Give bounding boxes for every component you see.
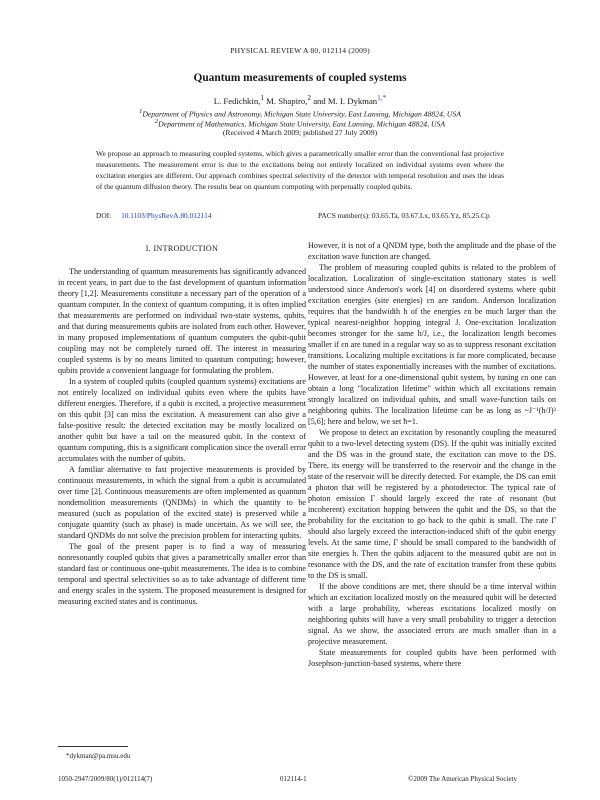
doi-label: DOI:	[96, 211, 112, 220]
paragraph: The problem of measuring coupled qubits is related to the problem of localization. Localization of single-excitation stationary states is well understood since Anderson's work [4] on disordered systems where qubit excitation energies (site energies) εn are random. Anderson localization requires that the bandwidth h of the energies εn be much larger than the typical nearest-neighbor hopping integral J. One-excitation localization becomes stronger for the same h/J, i.e., the localization length becomes smaller if εn are tuned in a regular way so as to suppress resonant excitation transitions. Localizing multiple excitations is far more complicated, because the number of states exponentially increases with the number of excitations. However, at least for a one-dimensional qubit system, by tuning εn one can obtain a long "localization lifetime" within which all excitations remain strongly localized on individual qubits, and small wave-function tails on neighboring qubits. The localization lifetime can be as long as ~J⁻¹(h/J)³ [5,6]; here and below, we set ħ=1.	[308, 263, 556, 426]
received-dates: (Received 4 March 2009; published 27 July 2009)	[222, 128, 378, 137]
footer-copyright: ©2009 The American Physical Society	[408, 775, 518, 783]
pacs-numbers: PACS number(s): 03.65.Ta, 03.67.Lx, 03.65.Yz, 85.25.Cp	[318, 211, 490, 220]
paragraph: However, it is not of a QNDM type, both the amplitude and the phase of the excitation wave function are changed.	[308, 241, 556, 261]
paragraph: A familiar alternative to fast projective measurements is provided by continuous measurements, in which the signal from a qubit is accumulated over time [2]. Continuous measurements are often implemented as quantum nondemolition measurements (QNDMs) in which the quantity to be measured (such as population of the excited state) is preserved while a conjugate quantity (such as phase) is made uncertain. As we will see, the standard QNDMs do not solve the precision problem for interacting qubits.	[58, 465, 306, 540]
author-affiliation-mark: 1	[260, 94, 264, 102]
paper-title: Quantum measurements of coupled systems	[193, 72, 407, 84]
affiliation-number: 1	[139, 108, 143, 115]
journal-header: PHYSICAL REVIEW A 80, 012114 (2009)	[230, 46, 370, 55]
left-column	[58, 243, 306, 607]
corresponding-author-link[interactable]: 1,*	[377, 94, 387, 102]
footer-issn: 1050-2947/2009/80(1)/012114(7)	[58, 775, 153, 783]
paragraph: If the above conditions are met, there should be a time interval within which an excitation localized mostly on the measured qubit will be detected with a large probability, whereas excitations localized mostly on neighboring qubits will have a very small probability to trigger a detection signal. As we show, the associated errors are much smaller than in a projective measurement.	[308, 582, 556, 646]
footnote-divider	[58, 746, 128, 747]
paragraph: State measurements for coupled qubits have been performed with Josephson-junction-based systems, where there	[308, 648, 556, 668]
author-list	[0, 94, 600, 106]
right-column	[308, 240, 556, 669]
affiliation-text: Department of Physics and Astronomy, Michigan State University, East Lansing, Michigan 48824, USA	[142, 109, 461, 119]
paragraph: The goal of the present paper is to find a way of measuring nonresonantly coupled qubits that gives a parametrically smaller error than standard fast or continuous one-qubit measurements. The idea is to combine temporal and spectral selectivities so as to take advantage of different time and energy scales in the system. The proposed measurement is designed for measuring excited states and is continuous.	[58, 542, 306, 606]
paragraph: The understanding of quantum measurements has significantly advanced in recent years, in part due to the fast development of quantum information theory [1,2]. Measurements constitute a necessary part of the operation of a quantum computer. In the context of quantum computing, it is often implied that measurements are performed on individual two-state systems, qubits, and that during measurements qubits are isolated from each other. However, in many proposed implementations of quantum computers the qubit-qubit coupling may not be completely turned off. The interest in measuring coupled systems is by no means limited to quantum computing; however, qubits provide a convenient language for formulating the problem.	[58, 267, 306, 375]
author-fedichkin: L. Fedichkin,	[213, 95, 261, 106]
author-shapiro: M. Shapiro,	[263, 95, 308, 106]
footer-page-number: 012114-1	[280, 775, 307, 783]
paragraph: In a system of coupled qubits (coupled quantum systems) excitations are not entirely localized on individual qubits even where the qubits have different energies. Therefore, if a qubit is excited, a projective measurement on this qubit [3] can miss the excitation. A measurement can also give a false-positive result: the detected excitation may be mostly localized on another qubit but have a tail on the measured qubit. In the context of quantum computing, this is a significant complication since the overall error accumulates with the number of qubits.	[58, 377, 306, 463]
doi-line	[96, 211, 211, 220]
paragraph: We propose to detect an excitation by resonantly coupling the measured qubit to a two-level detecting system (DS). If the qubit was initially excited and the DS was in the ground state, the excitation can move to the DS. There, its energy will be transferred to the reservoir and the change in the state of the reservoir will be directly detected. For example, the DS can emit a photon that will be registered by a photodetector. The typical rate of photon emission Γ should largely exceed the rate of resonant (but incoherent) excitation hopping between the qubit and the DS, so that the probability for the excitation to go back to the qubit is small. The rate Γ should also largely exceed the interaction-induced shift of the qubit energy levels. At the same time, Γ should be small compared to the bandwidth of site energies h. Then the qubits adjacent to the measured qubit are not in resonance with the DS, and the rate of excitation transfer from these qubits to the DS is small.	[308, 428, 556, 580]
affiliation-number: 2	[154, 118, 159, 125]
doi-link[interactable]: 10.1103/PhysRevA.80.012114	[121, 211, 212, 220]
section-heading: I. INTRODUCTION	[145, 244, 219, 253]
author-dykman: and M. I. Dykman	[311, 95, 378, 106]
author-affiliation-mark: 2	[307, 94, 312, 102]
abstract: We propose an approach to measuring coupled systems, which gives a parametrically smaller error than the conventional fast projective measurements. The measurement error is due to the excitations being not entirely localized on individual systems even where the excitation energies are different. Our approach combines spectral selectivity of the detector with temporal resolution and uses the ideas of the quantum diffusion theory. The results bear on quantum computing with perpetually coupled qubits.	[96, 149, 504, 191]
affiliation-text: Department of Mathematics, Michigan State University, East Lansing, Michigan 48824, USA	[158, 119, 446, 129]
affiliation-physics	[0, 108, 600, 119]
affiliation-mathematics	[0, 118, 600, 129]
footnote-email: *dykman@pa.msu.edu	[66, 752, 131, 760]
